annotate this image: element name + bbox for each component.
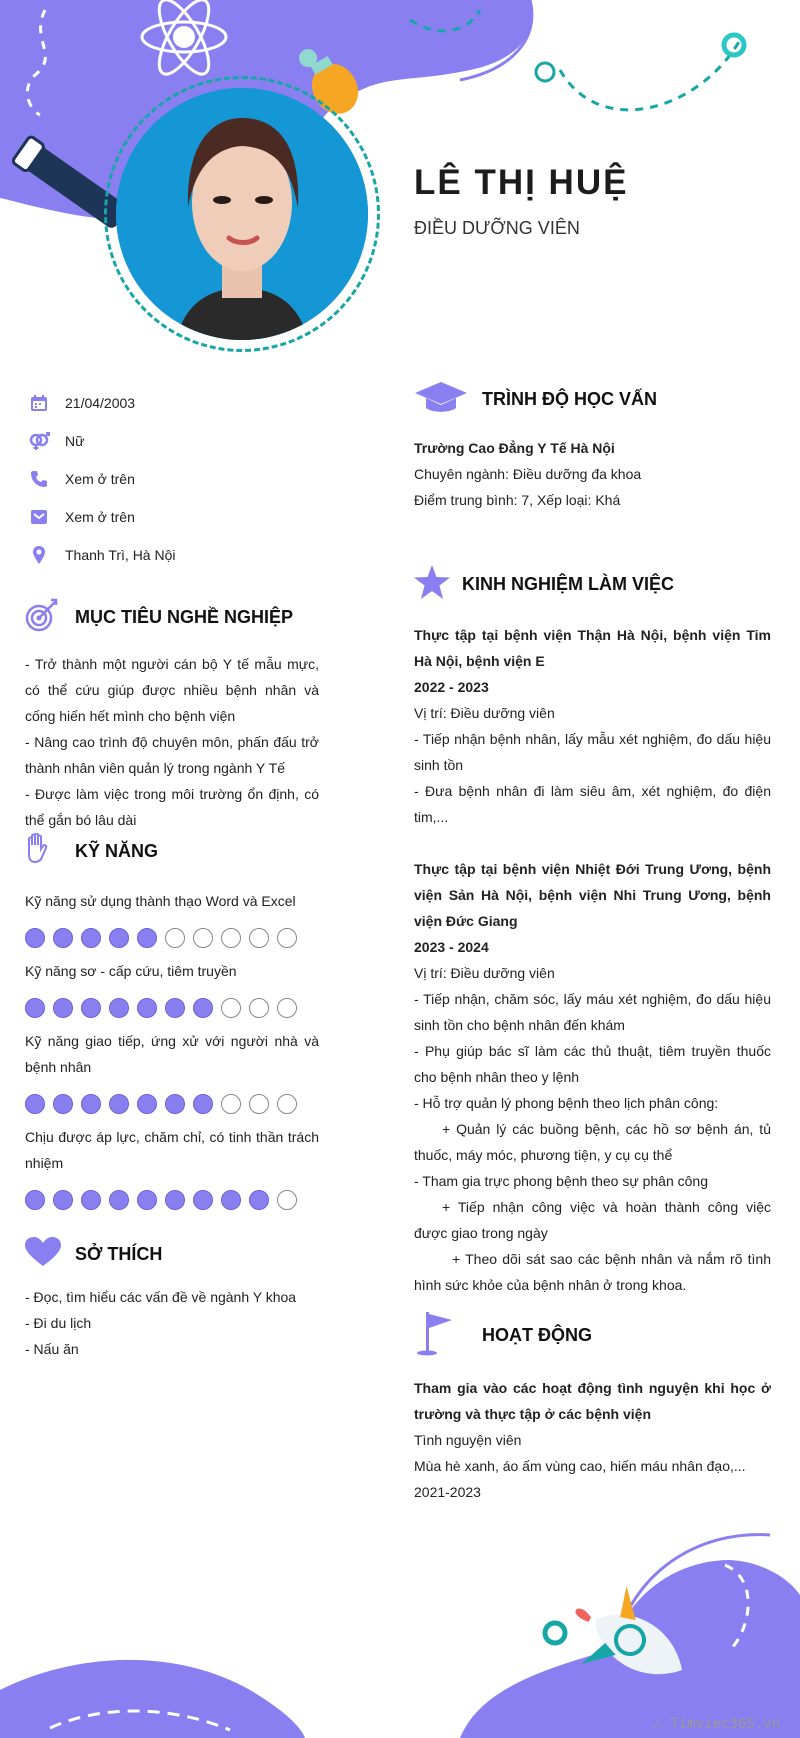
hobbies-title: SỞ THÍCH: [75, 1244, 163, 1264]
skill-item: [25, 1124, 319, 1210]
job-line: - Phụ giúp bác sĩ làm các thủ thuật, tiêm truyền thuốc cho bệnh nhân theo y lệnh: [414, 1043, 771, 1085]
rating-dot-filled: [193, 998, 213, 1018]
rating-dot-filled: [109, 1190, 129, 1210]
hobbies-body: [25, 1284, 319, 1362]
skill-rating: [25, 1190, 319, 1210]
job-line: - Tiếp nhận, chăm sóc, lấy máu xét nghiệm, đo dấu hiệu sinh tồn cho bệnh nhân đến khám: [414, 991, 771, 1033]
mail-icon: [28, 506, 50, 528]
objective-section: [25, 598, 319, 833]
job-place: Thực tập tại bệnh viện Thận Hà Nội, bệnh viện Tim Hà Nội, bệnh viện E: [414, 627, 771, 669]
education-gpa: Điểm trung bình: 7, Xếp loại: Khá: [414, 492, 621, 508]
education-body: [414, 435, 771, 513]
rating-dot-filled: [81, 1094, 101, 1114]
education-major: Chuyên ngành: Điều dưỡng đa khoa: [414, 466, 642, 482]
skills-heading: [25, 833, 319, 870]
rating-dot-filled: [193, 1190, 213, 1210]
skill-item: [25, 1028, 319, 1114]
rating-dot-empty: [221, 1094, 241, 1114]
target-icon: [25, 598, 75, 637]
objective-heading: [25, 598, 319, 637]
rating-dot-filled: [81, 998, 101, 1018]
contact-gender: [28, 422, 358, 460]
rating-dot-filled: [25, 1190, 45, 1210]
rating-dot-filled: [81, 1190, 101, 1210]
candidate-name: LÊ THỊ HUỆ: [414, 163, 629, 202]
rating-dot-filled: [109, 928, 129, 948]
rating-dot-filled: [53, 1190, 73, 1210]
rating-dot-empty: [249, 1094, 269, 1114]
rating-dot-filled: [81, 928, 101, 948]
rating-dot-empty: [193, 928, 213, 948]
experience-job-1: [414, 622, 771, 830]
activities-body: [414, 1375, 771, 1505]
rating-dot-empty: [277, 1094, 297, 1114]
hobbies-heading: [25, 1237, 319, 1272]
skill-rating: [25, 1094, 319, 1114]
graduation-cap-icon: [414, 380, 482, 419]
job-period: 2023 - 2024: [414, 939, 489, 955]
activity-period: 2021-2023: [414, 1484, 481, 1500]
rating-dot-filled: [25, 1094, 45, 1114]
job-line: - Đưa bệnh nhân đi làm siêu âm, xét nghiệm, đo điện tim,...: [414, 783, 771, 825]
job-line: - Hỗ trợ quản lý phong bệnh theo lịch phân công:: [414, 1095, 719, 1111]
skill-name: Kỹ năng sử dụng thành thạo Word và Excel: [25, 893, 296, 909]
objective-line: - Trở thành một người cán bộ Y tế mẫu mực, có thể cứu giúp được nhiều bệnh nhân và cống hiến hết mình cho bệnh viện: [25, 656, 319, 724]
rating-dot-filled: [53, 1094, 73, 1114]
job-role: Vị trí: Điều dưỡng viên: [414, 965, 555, 981]
objective-line: - Được làm việc trong môi trường ổn định, có thể gắn bó lâu dài: [25, 786, 319, 828]
skills-section: [25, 833, 319, 1220]
contact-gender-text: Nữ: [65, 433, 85, 449]
hobby-item: - Đi du lịch: [25, 1315, 92, 1331]
education-heading: [414, 380, 771, 419]
job-line: + Tiếp nhận công việc và hoàn thành công việc được giao trong ngày: [414, 1199, 771, 1241]
activity-role: Tình nguyện viên: [414, 1432, 522, 1448]
objective-title: MỤC TIÊU NGHỀ NGHIỆP: [75, 607, 294, 627]
rating-dot-filled: [25, 928, 45, 948]
contact-phone: [28, 460, 358, 498]
rating-dot-empty: [249, 998, 269, 1018]
education-title: TRÌNH ĐỘ HỌC VẤN: [482, 389, 657, 409]
skill-name: Chịu được áp lực, chăm chỉ, có tinh thần trách nhiệm: [25, 1129, 319, 1171]
experience-job-2: [414, 856, 771, 1298]
hobbies-section: [25, 1237, 319, 1362]
rating-dot-empty: [249, 928, 269, 948]
objective-line: - Nâng cao trình độ chuyên môn, phấn đấu trở thành nhân viên quản lý trong ngành Y Tế: [25, 734, 319, 776]
rating-dot-filled: [25, 998, 45, 1018]
job-place: Thực tập tại bệnh viện Nhiệt Đới Trung Ương, bệnh viện Sản Hà Nội, bệnh viện Nhi Trung Ương, bệnh viện Đức Giang: [414, 861, 771, 929]
rating-dot-filled: [165, 1094, 185, 1114]
rating-dot-filled: [137, 928, 157, 948]
hobby-item: - Nấu ăn: [25, 1341, 79, 1357]
skill-name: Kỹ năng sơ - cấp cứu, tiêm truyền: [25, 963, 237, 979]
rating-dot-filled: [249, 1190, 269, 1210]
watermark: ∴ Timviec365.vn: [653, 1716, 780, 1732]
rating-dot-empty: [277, 1190, 297, 1210]
rating-dot-filled: [137, 1190, 157, 1210]
contact-birthday-text: 21/04/2003: [65, 395, 136, 411]
contact-email-text: Xem ở trên: [65, 509, 135, 525]
skill-name: Kỹ năng giao tiếp, ứng xử với người nhà và bệnh nhân: [25, 1033, 319, 1075]
rating-dot-empty: [165, 928, 185, 948]
education-section: [414, 380, 771, 513]
contact-email: [28, 498, 358, 536]
rating-dot-filled: [109, 998, 129, 1018]
gender-icon: [28, 430, 50, 452]
rating-dot-filled: [53, 928, 73, 948]
rating-dot-filled: [193, 1094, 213, 1114]
flag-icon: [414, 1310, 482, 1361]
job-line: - Tham gia trực phong bệnh theo sự phân công: [414, 1173, 709, 1189]
hand-icon: [25, 833, 75, 870]
education-school: Trường Cao Đẳng Y Tế Hà Nội: [414, 440, 615, 456]
location-icon: [28, 544, 50, 566]
contact-address-text: Thanh Trì, Hà Nội: [65, 547, 176, 563]
objective-body: [25, 651, 319, 833]
rating-dot-empty: [221, 998, 241, 1018]
activities-section: [414, 1310, 771, 1505]
activity-name: Tham gia vào các hoạt động tình nguyện khi học ở trường và thực tập ở các bệnh viện: [414, 1380, 771, 1422]
skill-item: [25, 958, 319, 1018]
rating-dot-empty: [221, 928, 241, 948]
rating-dot-empty: [277, 998, 297, 1018]
avatar: [116, 88, 368, 340]
heart-icon: [25, 1237, 75, 1272]
contact-address: [28, 536, 358, 574]
rating-dot-filled: [109, 1094, 129, 1114]
skill-rating: [25, 998, 319, 1018]
experience-section: [414, 565, 771, 1298]
rating-dot-filled: [137, 1094, 157, 1114]
contact-phone-text: Xem ở trên: [65, 471, 135, 487]
rating-dot-filled: [221, 1190, 241, 1210]
bottom-left-blob: [0, 1620, 320, 1738]
experience-heading: [414, 565, 771, 604]
rating-dot-empty: [277, 928, 297, 948]
calendar-icon: [28, 392, 50, 414]
hobby-item: - Đọc, tìm hiểu các vấn đề về ngành Y khoa: [25, 1289, 297, 1305]
job-line: - Tiếp nhận bệnh nhân, lấy mẫu xét nghiệm, đo dấu hiệu sinh tồn: [414, 731, 771, 773]
rating-dot-filled: [137, 998, 157, 1018]
profile-photo-illustration: [116, 88, 368, 340]
bottom-right-blob: [460, 1500, 800, 1738]
activities-heading: [414, 1310, 771, 1361]
experience-title: KINH NGHIỆM LÀM VIỆC: [462, 574, 675, 594]
job-period: 2022 - 2023: [414, 679, 489, 695]
skills-list: [25, 888, 319, 1210]
phone-icon: [28, 468, 50, 490]
star-icon: [414, 565, 462, 604]
skill-item: [25, 888, 319, 948]
activities-title: HOẠT ĐỘNG: [482, 1325, 592, 1345]
contact-info: [28, 384, 358, 574]
job-role: Vị trí: Điều dưỡng viên: [414, 705, 555, 721]
rating-dot-filled: [165, 1190, 185, 1210]
job-line: + Quản lý các buồng bệnh, các hồ sơ bệnh án, tủ thuốc, máy móc, phương tiện, y cụ cụ thể: [414, 1121, 771, 1163]
skill-rating: [25, 928, 319, 948]
skills-title: KỸ NĂNG: [75, 841, 159, 861]
contact-birthday: [28, 384, 358, 422]
rating-dot-filled: [53, 998, 73, 1018]
rating-dot-filled: [165, 998, 185, 1018]
job-position: ĐIỀU DƯỠNG VIÊN: [414, 218, 580, 238]
activity-desc: Mùa hè xanh, áo ấm vùng cao, hiến máu nhân đạo,...: [414, 1458, 746, 1474]
job-line: + Theo dõi sát sao các bệnh nhân và nắm rõ tình hình sức khỏe của bệnh nhân ở trong khoa.: [414, 1251, 771, 1293]
